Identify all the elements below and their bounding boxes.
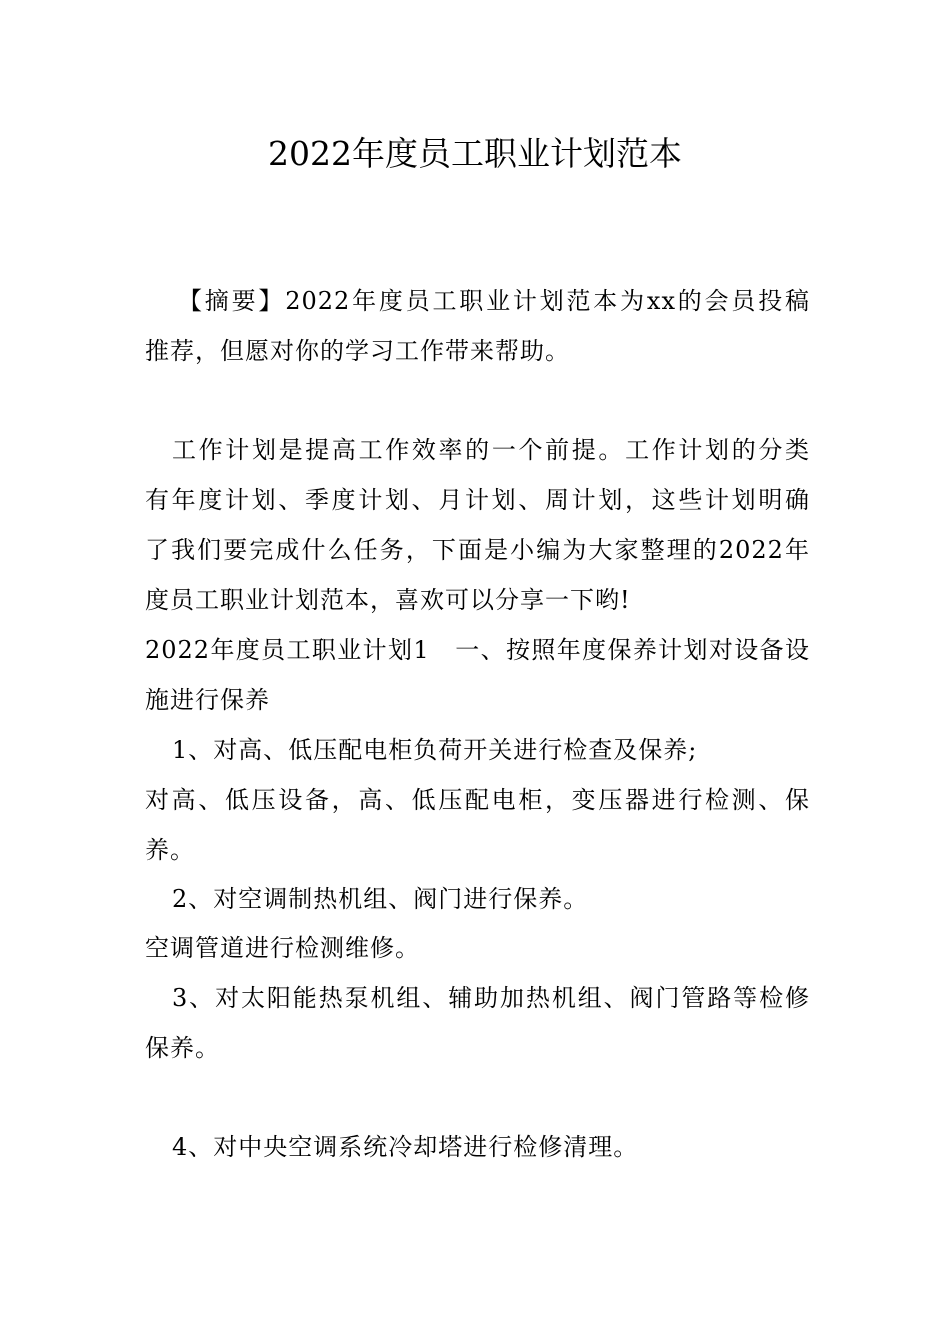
paragraph-line: 对高、低压设备，高、低压配电柜，变压器进行检测、保	[145, 786, 810, 814]
paragraph-line: 空调管道进行检测维修。	[145, 934, 420, 962]
paragraph-line: 2022年度员工职业计划1 一、按照年度保养计划对设备设	[145, 636, 810, 664]
paragraph-line: 有年度计划、季度计划、月计划、周计划，这些计划明确	[145, 486, 810, 514]
list-item: 4、对中央空调系统冷却塔进行检修清理。	[172, 1133, 639, 1161]
paragraph-line: 了我们要完成什么任务，下面是小编为大家整理的2022年	[145, 536, 810, 564]
paragraph-line: 【摘要】2022年度员工职业计划范本为xx的会员投稿	[178, 287, 810, 315]
paragraph-line: 施进行保养	[145, 686, 270, 714]
list-item: 3、对太阳能热泵机组、辅助加热机组、阀门管路等检修	[172, 984, 810, 1012]
list-item: 2、对空调制热机组、阀门进行保养。	[172, 885, 589, 913]
paragraph-line: 度员工职业计划范本，喜欢可以分享一下哟!	[145, 586, 631, 614]
paragraph-line: 保养。	[145, 1034, 220, 1062]
paragraph-line: 推荐，但愿对你的学习工作带来帮助。	[145, 337, 570, 365]
list-item: 1、对高、低压配电柜负荷开关进行检查及保养;	[172, 736, 698, 764]
page-title: 2022年度员工职业计划范本	[268, 134, 682, 173]
paragraph-line: 工作计划是提高工作效率的一个前提。工作计划的分类	[172, 436, 810, 464]
paragraph-line: 养。	[145, 836, 195, 864]
